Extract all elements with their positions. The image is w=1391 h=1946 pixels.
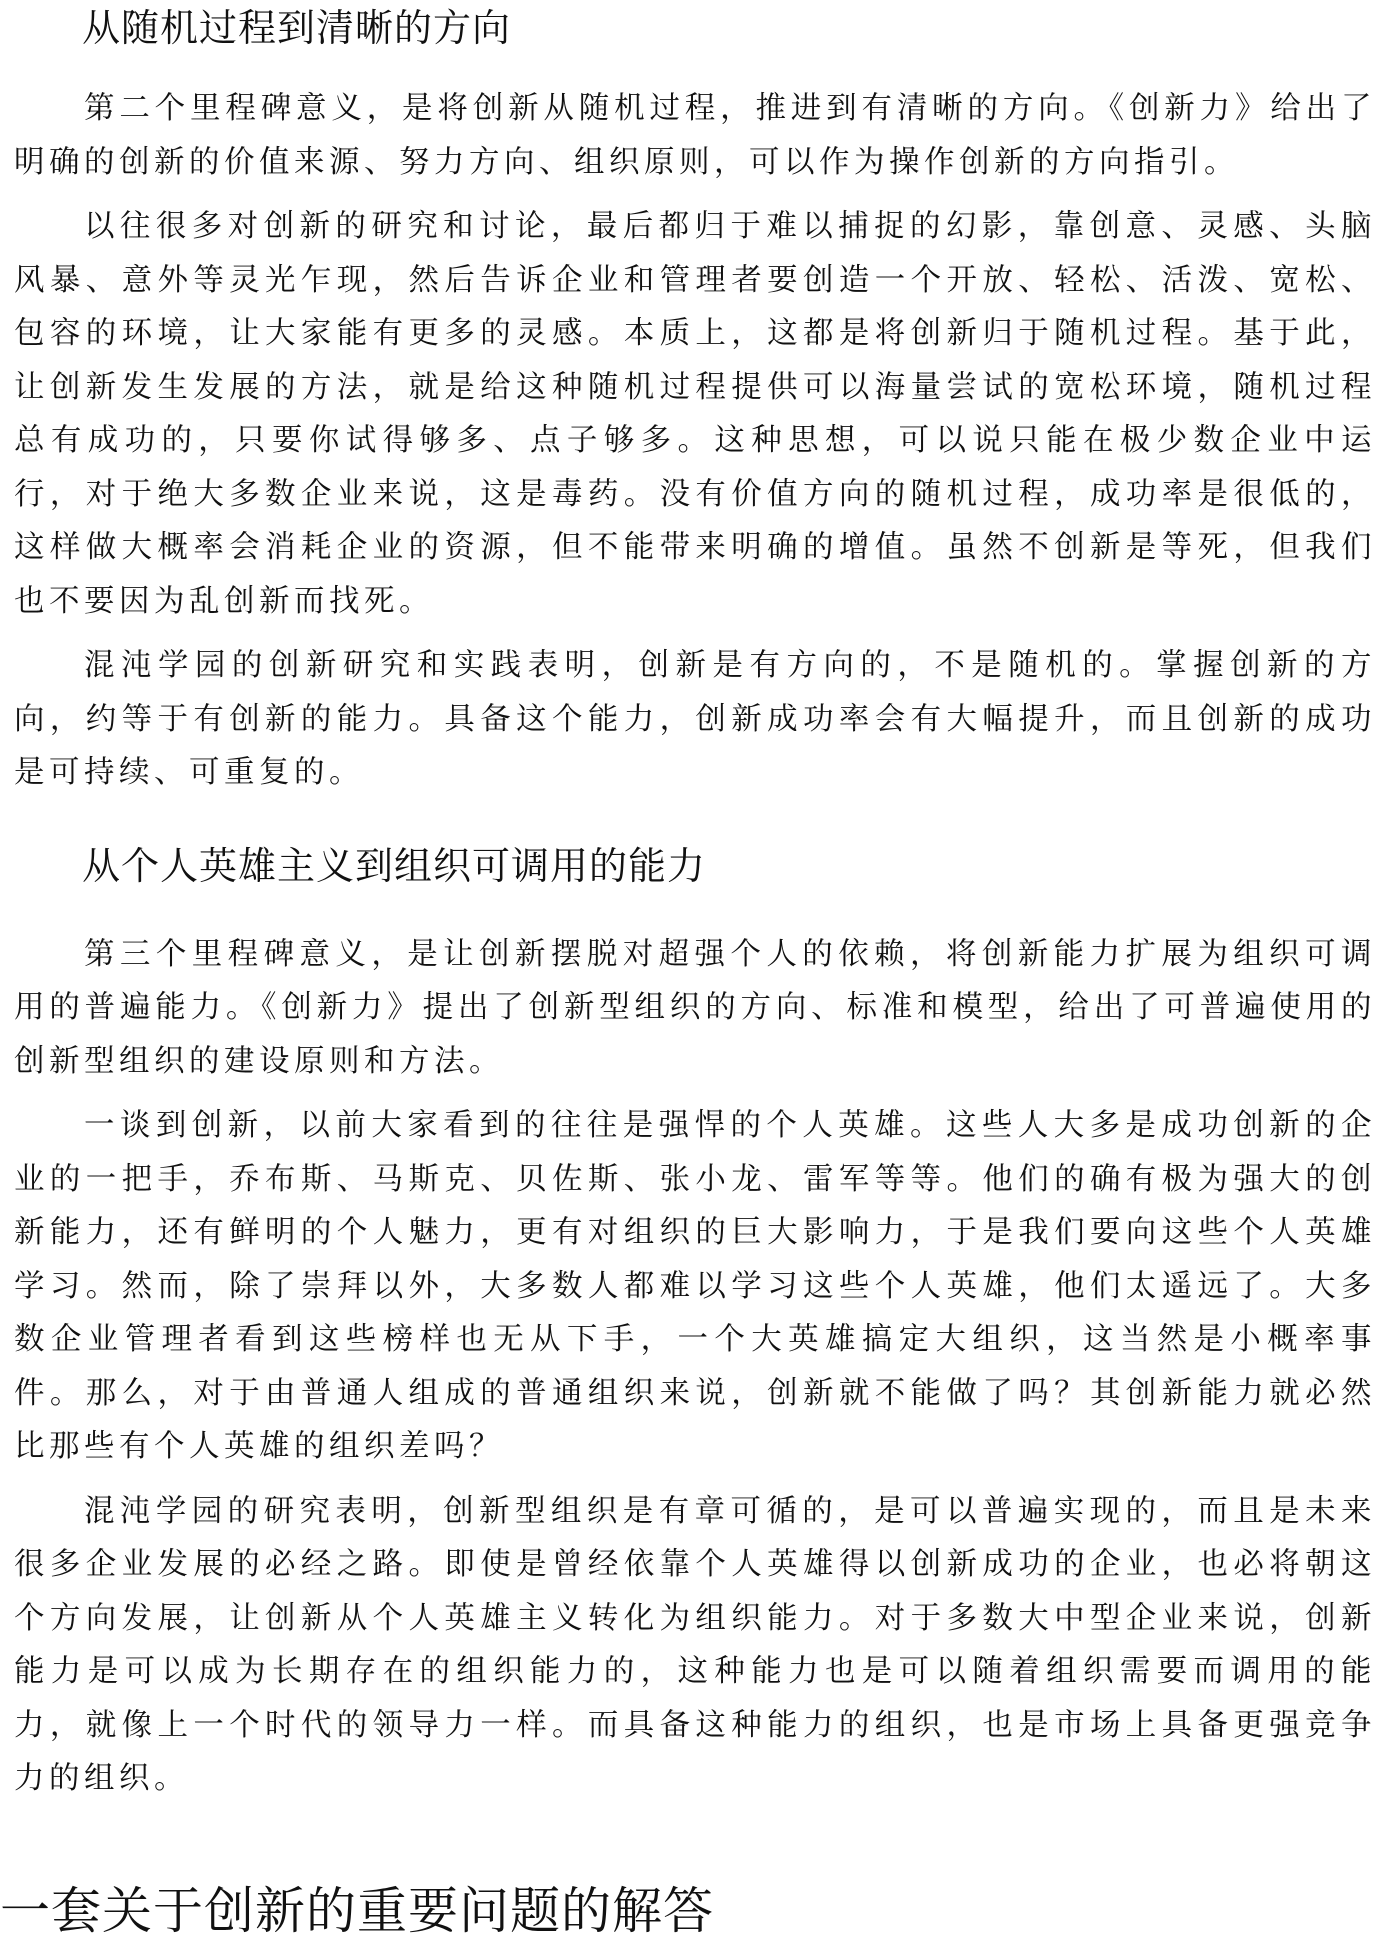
paragraph: 混沌学园的创新研究和实践表明，创新是有方向的，不是随机的。掌握创新的方向，约等于有创新的能力。具备这个能力，创新成功率会有大幅提升，而且创新的成功是可持续、可重复的。 [14,648,1376,790]
paragraph: 第三个里程碑意义，是让创新摆脱对超强个人的依赖，将创新能力扩展为组织可调用的普遍能力。《创新力》提出了创新型组织的方向、标准和模型，给出了可普遍使用的创新型组织的建设原则和方法。 [14,936,1376,1079]
chapter-heading: 一套关于创新的重要问题的解答 [0,1881,714,1940]
paragraph: 以往很多对创新的研究和讨论，最后都归于难以捕捉的幻影，靠创意、灵感、头脑风暴、意外等灵光乍现，然后告诉企业和管理者要创造一个开放、轻松、活泼、宽松、包容的环境，让大家能有更多的灵感。本质上，这都是将创新归于随机过程。基于此，让创新发生发展的方法，就是给这种随机过程提供可以海量尝试的宽松环境，随机过程总有成功的，只要你试得够多、点子够多。这种思想，可以说只能在极少数企业中运行，对于绝大多数企业来说，这是毒药。没有价值方向的随机过程，成功率是很低的，这样做大概率会消耗企业的资源，但不能带来明确的增值。虽然不创新是等死，但我们也不要因为乱创新而找死。 [14,209,1376,619]
paragraph: 一谈到创新，以前大家看到的往往是强悍的个人英雄。这些人大多是成功创新的企业的一把手，乔布斯、马斯克、贝佐斯、张小龙、雷军等等。他们的确有极为强大的创新能力，还有鲜明的个人魅力，更有对组织的巨大影响力，于是我们要向这些个人英雄学习。然而，除了崇拜以外，大多数人都难以学习这些个人英雄，他们太遥远了。大多数企业管理者看到这些榜样也无从下手，一个大英雄搞定大组织，这当然是小概率事件。那么，对于由普通人组成的普通组织来说，创新就不能做了吗？其创新能力就必然比那些有个人英雄的组织差吗？ [14,1108,1376,1464]
section-heading: 从个人英雄主义到组织可调用的能力 [82,843,707,888]
paragraph: 混沌学园的研究表明，创新型组织是有章可循的，是可以普遍实现的，而且是未来很多企业发展的必经之路。即使是曾经依靠个人英雄得以创新成功的企业，也必将朝这个方向发展，让创新从个人英雄主义转化为组织能力。对于多数大中型企业来说，创新能力是可以成为长期存在的组织能力的，这种能力也是可以随着组织需要而调用的能力，就像上一个时代的领导力一样。而具备这种能力的组织，也是市场上具备更强竞争力的组织。 [14,1493,1376,1796]
section-heading: 从随机过程到清晰的方向 [82,6,512,50]
paragraph: 第二个里程碑意义，是将创新从随机过程，推进到有清晰的方向。《创新力》给出了明确的创新的价值来源、努力方向、组织原则，可以作为操作创新的方向指引。 [14,91,1376,180]
